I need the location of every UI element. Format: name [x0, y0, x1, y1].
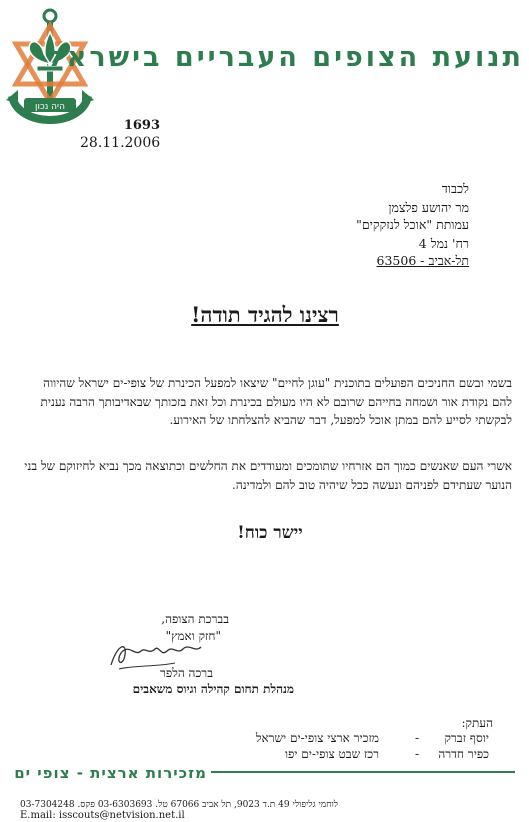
- body-paragraph: בשמי ובשם החניכים הפועלים בתוכנית "עוגן לחיים" שיצאו למפעל הכינרת של צופי-ים ישראל שהיווה להם נקודת אור ושמחה בחייהם שרובם לא היו מעולם בכינרת וכל זאת בזכותך שבאדיבותך הרבה נענית לבקשתי לסייע להם במתן אוכל למפעל, דבר שהביא להצלחתו של האירוע.: [40, 376, 512, 427]
- logo-motto: היה נכון: [35, 102, 65, 112]
- footer-address: לוחמי גליפולי 49 ת.ד 9023, תל אביב 67066 טל. 03-6303693 פקס. 03-7304248: [20, 800, 338, 810]
- signatory-name: ברכה הלפר: [160, 666, 213, 680]
- cc-name: יוסף זברק: [444, 731, 489, 745]
- recipient-organization: עמותת "אוכל לנזקקים": [356, 217, 469, 232]
- cc-label: העתק:: [461, 716, 493, 730]
- cc-role: מזכיר ארצי צופי-ים ישראל: [255, 731, 379, 745]
- signatory-title: מנהלת תחום קהילה וגיוס משאבים: [132, 682, 294, 696]
- body-paragraph: אשרי העם שאנשים כמוך הם אזרחיו שתומכים ומעודדים את החלשים וכתוצאה מכך נביא לחיזוקם של בני הנוער שעתידם לפניהם ונעשה ככל שיהיה טוב להם ולמדינה.: [24, 459, 512, 492]
- cc-separator: -: [414, 731, 419, 745]
- cc-role: רכז שבט צופי-ים יפו: [284, 747, 379, 761]
- document-date: 28.11.2006: [80, 135, 161, 151]
- letter-subject: רצינו להגיד תודה!: [191, 302, 339, 327]
- organization-name: תנועת הצופים העבריים בישראל: [47, 42, 524, 73]
- cc-name: כפיר חדרה: [438, 747, 489, 761]
- recipient-city: תל-אביב - 63506: [376, 253, 469, 268]
- recipient-salutation: לכבוד: [441, 181, 469, 196]
- document-number: 1693: [123, 118, 160, 133]
- closing-phrase: יישר כוח!: [237, 523, 303, 543]
- footer-brand: מזכירות ארצית - צופי ים: [10, 764, 211, 782]
- signature-greeting: בברכת הצופה,: [161, 612, 229, 626]
- recipient-street: רח' נמל 4: [418, 236, 469, 251]
- recipient-name: מר יהושע פלצמן: [388, 200, 469, 215]
- footer-email: E.mail: isscouts@netvision.net.il: [20, 810, 185, 821]
- signature-motto: "חזק ואמץ": [165, 629, 221, 643]
- cc-separator: -: [414, 747, 419, 761]
